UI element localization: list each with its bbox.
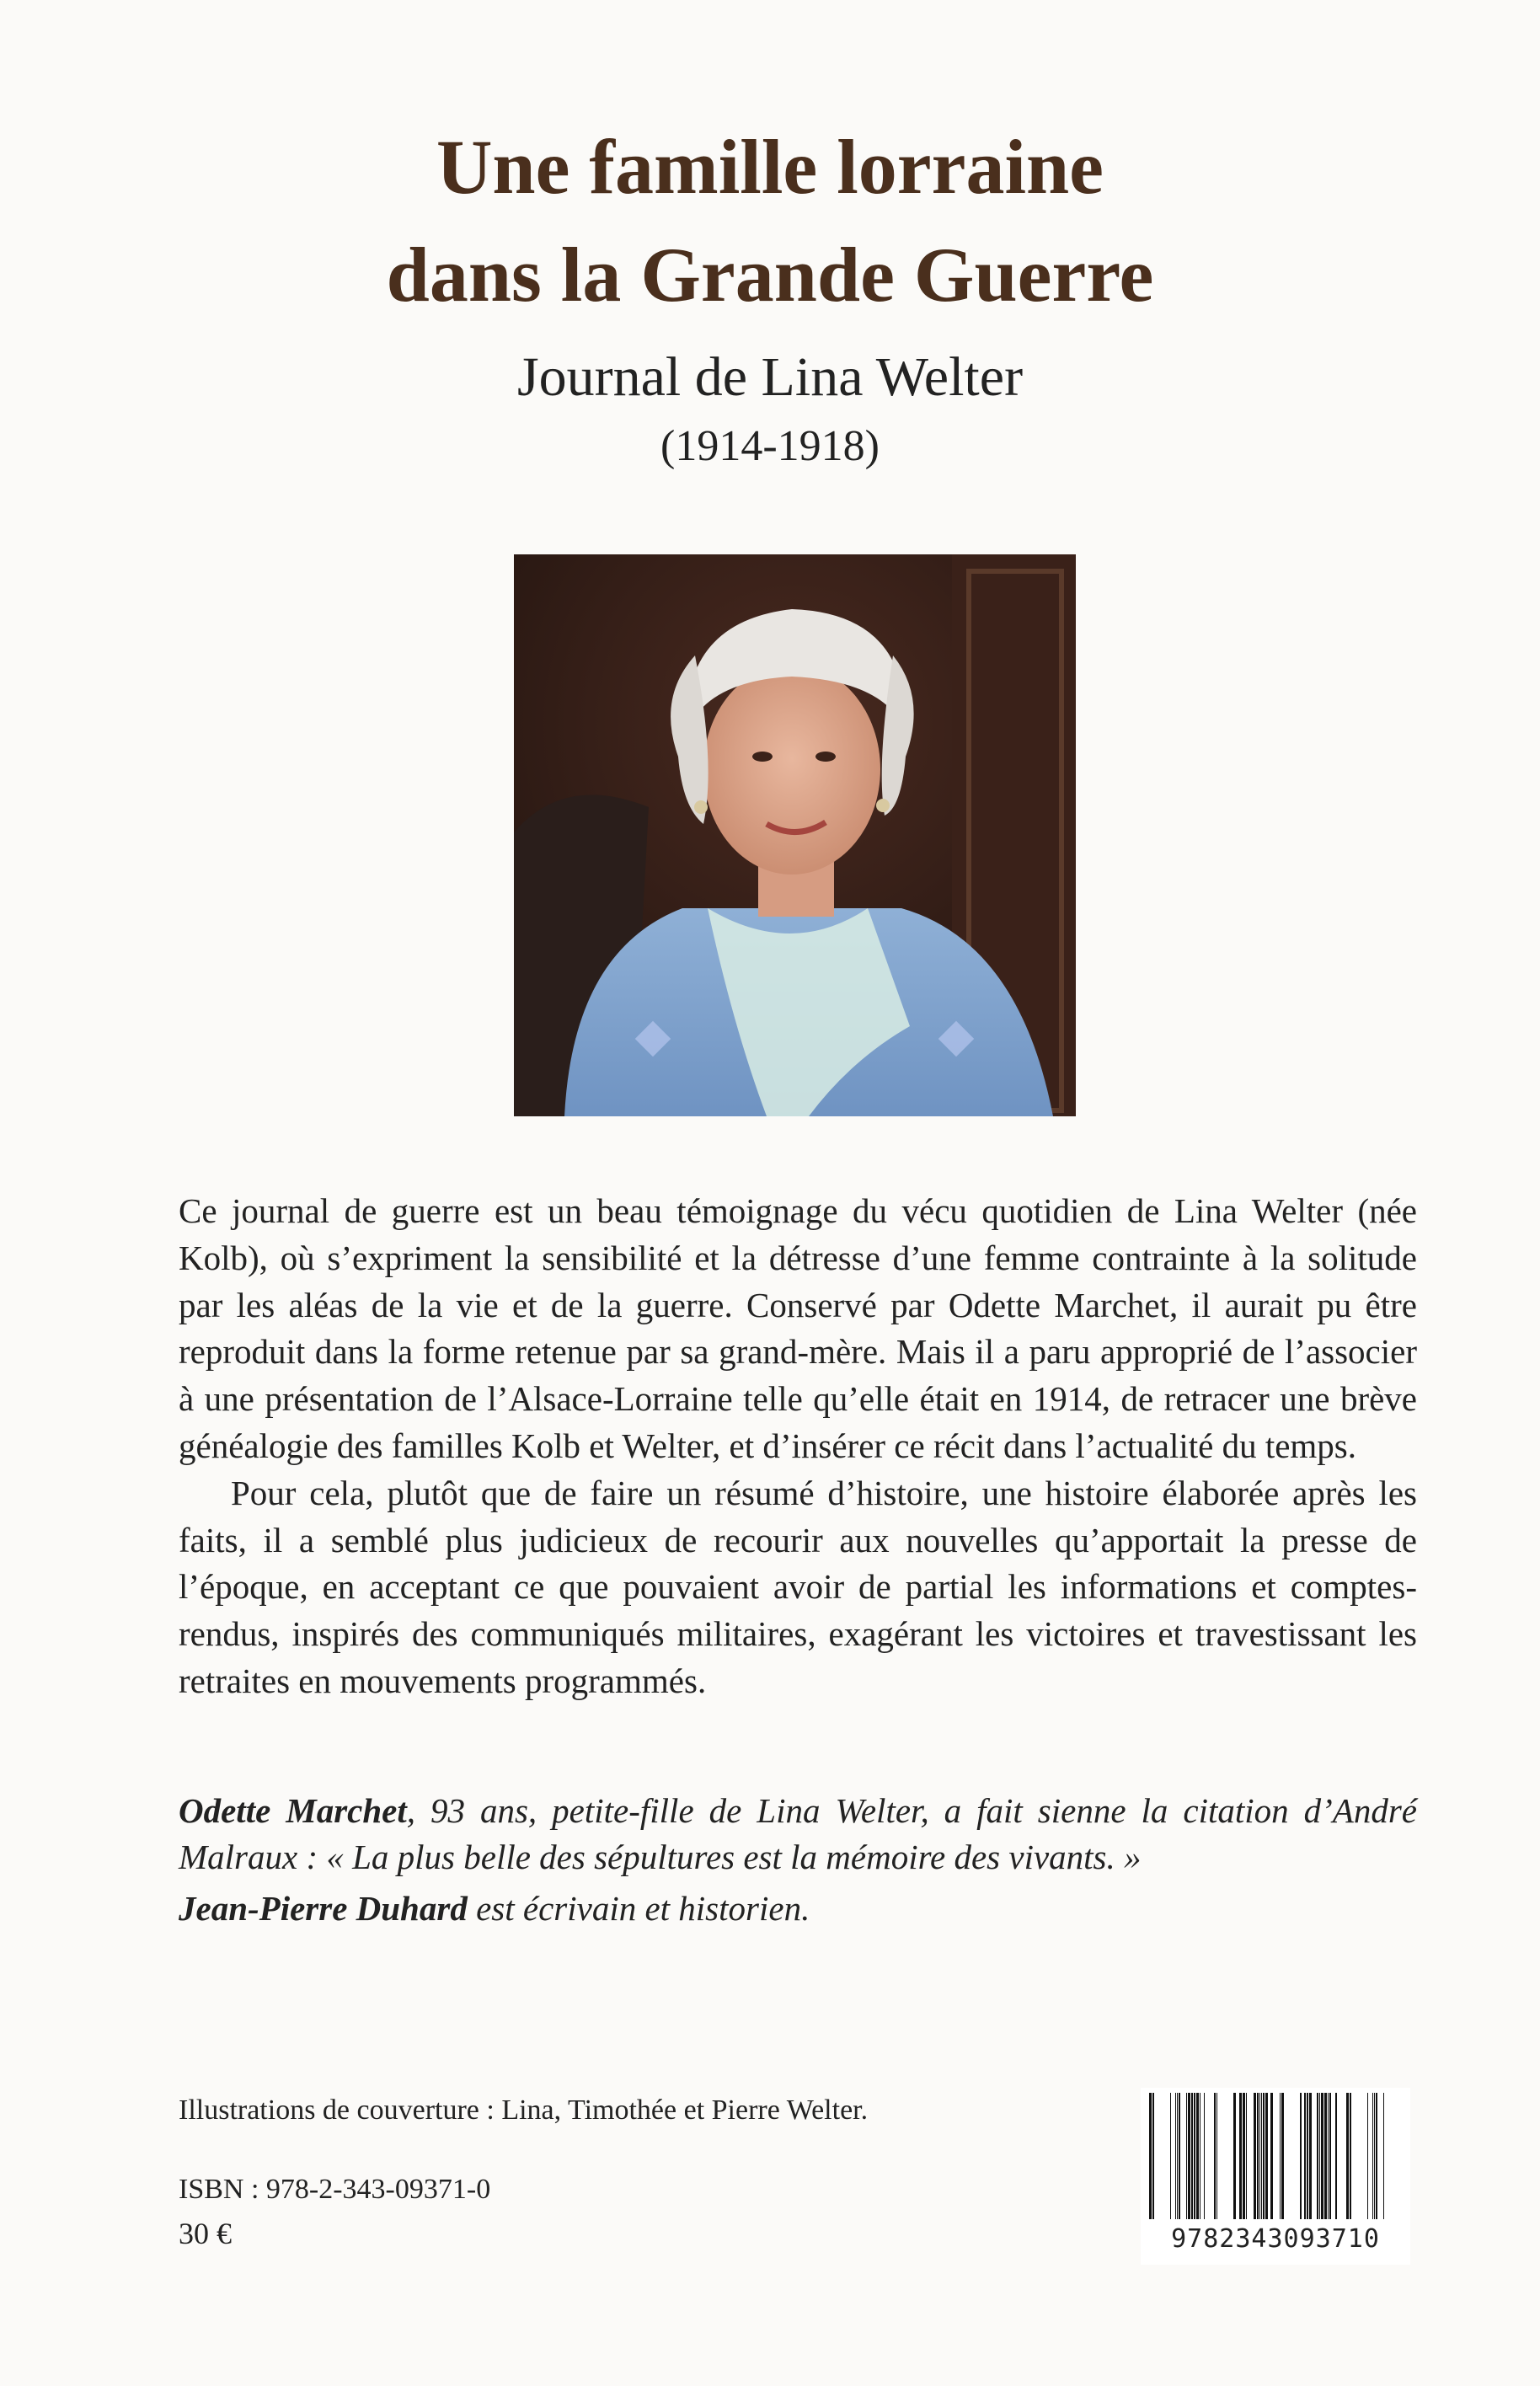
barcode-bar	[1257, 2093, 1259, 2219]
barcode-bar	[1191, 2093, 1193, 2219]
summary-paragraph-1: Ce journal de guerre est un beau témoignage du vécu quotidien de Lina Welter (née Kolb), où s’expriment la sensibilité et la détresse d’une femme contrainte à la solitude par les aléas de la vie et de la guerre. Conservé par Odette Marchet, il aurait pu être reproduit dans la forme retenue par sa grand-mère. Mais il a paru approprié de l’associer à une présentation de l’Alsace-Lorraine telle qu’elle était en 1914, de retracer une brève généalogie des familles Kolb et Welter, et d’insérer ce récit dans l’actualité du temps.	[179, 1191, 1417, 1465]
summary	[179, 1188, 1417, 1705]
barcode-bar	[1324, 2093, 1327, 2219]
barcode-bar	[1372, 2093, 1373, 2219]
barcode-bar	[1261, 2093, 1262, 2219]
cover-credits: Illustrations de couverture : Lina, Timothée et Pierre Welter.	[179, 2094, 869, 2126]
barcode-bar	[1335, 2093, 1337, 2219]
barcode-bar	[1194, 2093, 1195, 2219]
barcode-bar	[1175, 2093, 1176, 2219]
barcode-bar	[1374, 2093, 1375, 2219]
barcode-bar	[1177, 2093, 1178, 2219]
author-2-name: Jean-Pierre Duhard	[179, 1889, 468, 1928]
barcode-bar	[1196, 2093, 1199, 2219]
barcode-bar	[1243, 2093, 1245, 2219]
author-1-bio: , 93 ans, petite-fille de Lina Welter, a fait sienne la citation d’André Malraux : « La plus belle des sépultures est la mémoire des vivants. »	[179, 1791, 1417, 1876]
summary-paragraph-2: Pour cela, plutôt que de faire un résumé d’histoire, une histoire élaborée après les faits, il a semblé plus judicieux de recourir aux nouvelles qu’apportait la presse de l’époque, en acceptant ce que pouvaient avoir de partial les informations et comptes-rendus, inspirés des communiqués militaires, exagérant les victoires et travestissant les retraites en mouvements programmés.	[179, 1473, 1417, 1700]
barcode-bar	[1214, 2093, 1216, 2219]
barcode-bar	[1307, 2093, 1308, 2219]
title-line-2: dans la Grande Guerre	[386, 232, 1154, 318]
barcode-bar	[1304, 2093, 1306, 2219]
dates: (1914-1918)	[660, 422, 880, 470]
barcode-bar	[1317, 2093, 1318, 2219]
barcode-bar	[1204, 2093, 1205, 2219]
author-note-1	[179, 1788, 1417, 1880]
barcode-bar	[1321, 2093, 1323, 2219]
barcode-bar	[1254, 2093, 1256, 2219]
price: 30 €	[179, 2217, 232, 2250]
barcode-bar	[1329, 2093, 1331, 2219]
barcode-bar	[1281, 2093, 1284, 2219]
author-1-name: Odette Marchet	[179, 1791, 407, 1830]
barcode-bar	[1328, 2093, 1329, 2219]
barcode-bar	[1186, 2093, 1187, 2219]
author-notes	[179, 1788, 1417, 1937]
author-note-2	[179, 1886, 1417, 1932]
barcode-bar	[1170, 2093, 1171, 2219]
barcode-bar	[1367, 2093, 1368, 2219]
barcode-bar	[1259, 2093, 1260, 2219]
barcode-bar	[1246, 2093, 1247, 2219]
barcode-bar	[1270, 2093, 1273, 2219]
barcode-bar	[1346, 2093, 1349, 2219]
subtitle: Journal de Lina Welter	[516, 346, 1024, 408]
barcode-bar	[1179, 2093, 1180, 2219]
barcode-bar	[1265, 2093, 1268, 2219]
barcode-bar	[1350, 2093, 1351, 2219]
barcode-bar	[1280, 2093, 1281, 2219]
barcode-bar	[1239, 2093, 1242, 2219]
title-line-1: Une famille lorraine	[436, 124, 1104, 210]
author-2-bio: est écrivain et historien.	[467, 1889, 810, 1928]
barcode-bar	[1188, 2093, 1190, 2219]
barcode-bar	[1300, 2093, 1302, 2219]
portrait-photo	[514, 554, 1076, 1116]
barcode-bar	[1263, 2093, 1265, 2219]
barcode-digits: 9782343093710	[1141, 2224, 1410, 2254]
barcode-bar	[1383, 2093, 1384, 2219]
barcode-bar	[1376, 2093, 1377, 2219]
barcode-bar	[1152, 2093, 1154, 2219]
isbn: ISBN : 978-2-343-09371-0	[179, 2174, 491, 2205]
barcode-bar	[1216, 2093, 1217, 2219]
barcode-bar	[1319, 2093, 1320, 2219]
barcode-bar	[1309, 2093, 1312, 2219]
barcode-bar	[1149, 2093, 1152, 2219]
barcode-bar	[1233, 2093, 1236, 2219]
